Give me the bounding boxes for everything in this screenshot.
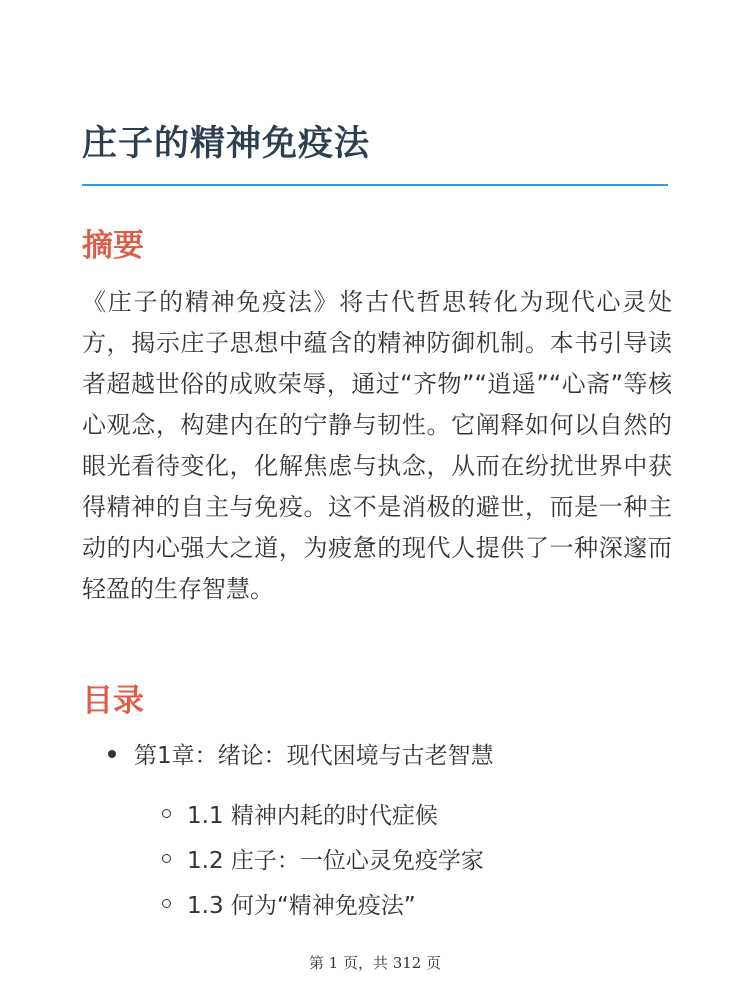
bullet-circle-icon	[162, 854, 171, 863]
toc-section-item[interactable]	[162, 887, 416, 920]
bullet-circle-icon	[162, 899, 171, 908]
bullet-circle-icon	[162, 809, 171, 818]
toc-chapter-label: 第1章：绪论：现代困境与古老智慧	[134, 743, 494, 769]
toc-section-label: 1.2 庄子：一位心灵免疫学家	[187, 848, 484, 874]
title-divider	[82, 184, 668, 186]
toc-section-item[interactable]	[162, 842, 484, 875]
toc-chapter-item[interactable]	[108, 737, 494, 770]
bullet-disc-icon	[108, 750, 116, 758]
abstract-paragraph: 《庄子的精神免疫法》将古代哲思转化为现代心灵处方，揭示庄子思想中蕴含的精神防御机制。本书引导读者超越世俗的成败荣辱，通过“齐物”“逍遥”“心斋”等核心观念，构建内在的宁静与韧性。它阐释如何以自然的眼光看待变化，化解焦虑与执念，从而在纷扰世界中获得精神的自主与免疫。这不是消极的避世，而是一种主动的内心强大之道，为疲惫的现代人提供了一种深邃而轻盈的生存智慧。	[82, 288, 672, 603]
toc-section-label: 1.3 何为“精神免疫法”	[187, 893, 416, 919]
abstract-heading: 摘要	[82, 228, 144, 264]
toc-section-label: 1.1 精神内耗的时代症候	[187, 803, 438, 829]
toc-heading: 目录	[82, 683, 144, 719]
page-number-footer: 第 1 页，共 312 页	[308, 954, 442, 972]
toc-section-item[interactable]	[162, 797, 438, 830]
document-title: 庄子的精神免疫法	[82, 124, 371, 164]
